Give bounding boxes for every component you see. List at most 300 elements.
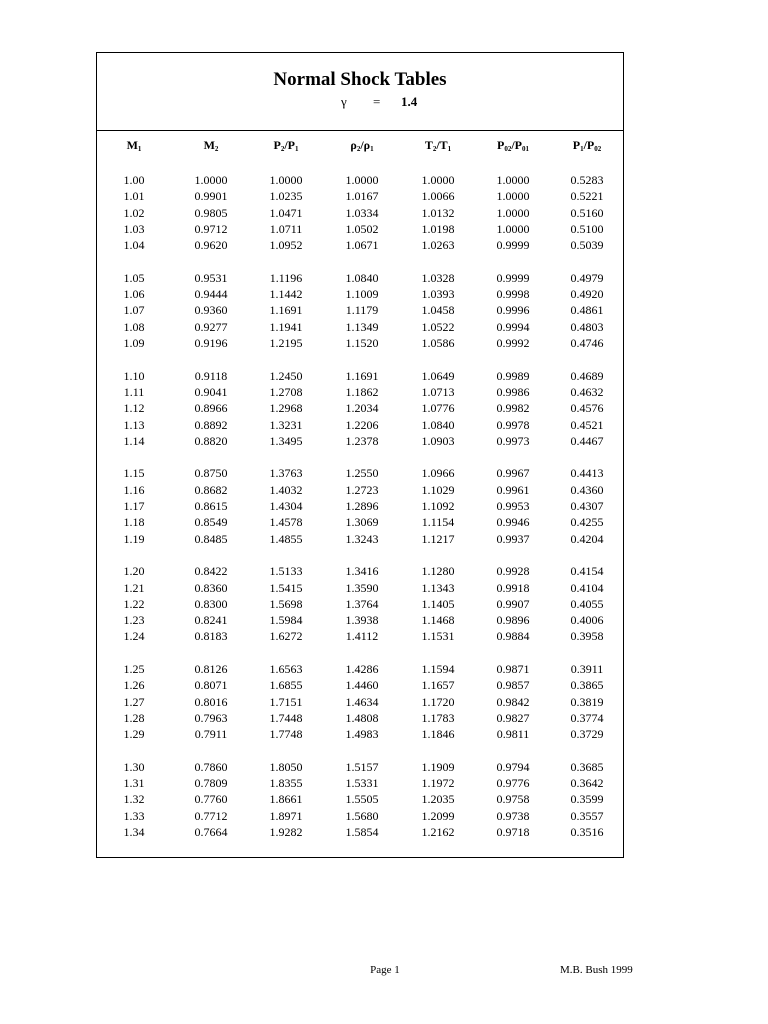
table-cell: 1.32	[123, 792, 145, 807]
table-row	[97, 319, 625, 335]
table-cell: 1.1691	[345, 368, 379, 383]
table-row	[97, 808, 625, 824]
table-cell: 1.1179	[345, 303, 379, 318]
column-header-sub2: 02	[594, 145, 602, 153]
table-cell: 1.0713	[421, 384, 455, 399]
table-cell: 0.8183	[194, 629, 228, 644]
table-cell: 0.9805	[194, 205, 228, 220]
table-cell: 1.0066	[421, 189, 455, 204]
table-row	[97, 482, 625, 498]
table-cell: 1.25	[123, 662, 145, 676]
table-cell: 0.9928	[496, 564, 530, 579]
table-cell: 0.9712	[194, 221, 228, 236]
table-cell: 1.04	[123, 238, 145, 253]
table-cell: 1.0458	[421, 303, 455, 318]
table-cell: 0.8682	[194, 482, 228, 497]
table-cell: 1.0471	[269, 205, 303, 220]
table-cell: 0.9918	[496, 580, 530, 595]
table-cell: 1.4304	[269, 499, 303, 513]
column-header-base: M	[126, 138, 138, 152]
table-cell: 1.3416	[345, 564, 379, 579]
table-cell: 0.9989	[496, 368, 530, 383]
table-cell: 0.9811	[496, 727, 530, 742]
table-cell: 0.5283	[570, 173, 604, 187]
table-cell: 1.10	[123, 368, 145, 383]
table-cell: 1.0502	[345, 221, 379, 236]
table-row	[97, 286, 625, 302]
table-cell: 0.4360	[570, 482, 604, 497]
page-title: Normal Shock Tables	[273, 69, 447, 90]
table-cell: 0.7860	[194, 759, 228, 774]
table-cell: 1.0235	[269, 189, 303, 204]
table-cell: 1.4032	[269, 482, 303, 497]
table-cell: 1.01	[123, 189, 145, 204]
table-row	[97, 368, 625, 384]
table-cell: 0.9360	[194, 303, 228, 318]
table-cell: 0.4979	[570, 270, 604, 285]
table-cell: 0.4104	[570, 580, 604, 595]
table-cell: 0.8300	[194, 596, 228, 611]
table-cell: 0.4920	[570, 287, 604, 302]
table-cell: 1.5984	[269, 613, 303, 628]
table-cell: 0.9999	[496, 238, 530, 253]
table-cell: 0.8071	[194, 678, 228, 693]
table-cell: 0.4204	[570, 531, 604, 546]
table-cell: 1.3231	[269, 417, 303, 432]
column-header-sub: 1	[580, 145, 584, 153]
table-cell: 0.9196	[194, 336, 228, 350]
table-cell: 0.4467	[570, 433, 604, 448]
table-cell: 1.3764	[345, 596, 379, 611]
column-header	[96, 137, 172, 157]
table-row	[97, 188, 625, 204]
table-cell: 1.09	[123, 336, 145, 350]
table-row	[97, 172, 625, 188]
table-cell: 1.2162	[421, 825, 455, 839]
table-cell: 1.0711	[269, 221, 303, 236]
header-divider	[97, 130, 623, 131]
table-cell: 1.27	[123, 694, 145, 709]
table-cell: 0.8549	[194, 515, 228, 530]
table-cell: 0.9992	[496, 336, 530, 350]
table-cell: 1.2034	[345, 401, 379, 416]
table-cell: 1.26	[123, 678, 145, 693]
table-cell: 1.17	[123, 499, 145, 513]
column-header	[400, 137, 476, 157]
table-cell: 0.4006	[570, 613, 604, 628]
table-cell: 1.2550	[345, 466, 379, 481]
table-cell: 1.0671	[345, 238, 379, 253]
table-row	[97, 531, 625, 547]
table-cell: 1.0966	[421, 466, 455, 481]
table-cell: 0.9776	[496, 776, 530, 791]
table-cell: 0.9978	[496, 417, 530, 432]
column-header-sub2: 01	[522, 145, 529, 153]
table-row	[97, 417, 625, 433]
table-cell: 1.0198	[421, 221, 455, 236]
table-row	[97, 612, 625, 628]
table-cell: 1.02	[123, 205, 145, 220]
table-cell: 0.9982	[496, 401, 530, 416]
table-cell: 1.8050	[269, 759, 303, 774]
table-cell: 0.8422	[194, 564, 228, 579]
table-cell: 0.9794	[496, 759, 530, 774]
table-cell: 1.2206	[345, 417, 379, 432]
table-cell: 1.0393	[421, 287, 455, 302]
table-cell: 0.5039	[570, 238, 604, 253]
table-cell: 1.8661	[269, 792, 303, 807]
table-cell: 0.4055	[570, 596, 604, 611]
table-cell: 1.3763	[269, 466, 303, 481]
table-cell: 1.23	[123, 613, 145, 628]
table-cell: 0.3911	[570, 662, 604, 676]
table-row	[97, 237, 625, 253]
table-cell: 0.9953	[496, 499, 530, 513]
table-cell: 1.7448	[269, 710, 303, 725]
table-cell: 1.33	[123, 808, 145, 823]
table-cell: 1.0952	[269, 238, 303, 253]
table-cell: 1.2378	[345, 433, 379, 448]
column-header-sub: 2	[214, 145, 219, 153]
table-cell: 1.13	[123, 417, 145, 432]
table-cell: 0.8360	[194, 580, 228, 595]
table-cell: 1.0000	[269, 173, 303, 187]
table-cell: 1.3495	[269, 433, 303, 448]
table-cell: 1.28	[123, 710, 145, 725]
table-row	[97, 400, 625, 416]
table-cell: 1.1029	[421, 482, 455, 497]
table-cell: 0.7712	[194, 808, 228, 823]
gamma-symbol: γ	[341, 94, 347, 109]
table-cell: 1.5133	[269, 564, 303, 579]
table-cell: 1.30	[123, 759, 145, 774]
table-cell: 0.4861	[570, 303, 604, 318]
table-cell: 1.5698	[269, 596, 303, 611]
table-row	[97, 824, 625, 840]
table-cell: 0.7963	[194, 710, 228, 725]
table-cell: 1.03	[123, 221, 145, 236]
table-cell: 0.7664	[194, 825, 228, 839]
table-cell: 1.6855	[269, 678, 303, 693]
table-cell: 1.5331	[345, 776, 379, 791]
table-cell: 1.06	[123, 287, 145, 302]
table-cell: 1.1783	[421, 710, 455, 725]
table-cell: 1.4578	[269, 515, 303, 530]
table-cell: 0.9620	[194, 238, 228, 253]
table-cell: 0.9901	[194, 189, 228, 204]
table-cell: 1.1217	[421, 531, 455, 546]
table-cell: 1.1531	[421, 629, 455, 644]
table-cell: 0.9907	[496, 596, 530, 611]
table-cell: 0.9946	[496, 515, 530, 530]
table-cell: 0.3958	[570, 629, 604, 644]
table-cell: 1.3938	[345, 613, 379, 628]
table-cell: 1.0000	[496, 173, 530, 187]
column-header-sub: 2	[432, 145, 437, 153]
table-cell: 1.0167	[345, 189, 379, 204]
table-cell: 0.8615	[194, 499, 228, 513]
table-cell: 1.2896	[345, 499, 379, 513]
table-row	[97, 661, 625, 677]
table-cell: 1.29	[123, 727, 145, 742]
table-cell: 1.1280	[421, 564, 455, 579]
column-header	[549, 137, 625, 157]
table-cell: 0.8126	[194, 662, 228, 676]
table-cell: 0.3865	[570, 678, 604, 693]
table-cell: 1.1846	[421, 727, 455, 742]
column-header-base: M	[203, 138, 215, 152]
table-cell: 1.05	[123, 270, 145, 285]
table-row	[97, 759, 625, 775]
table-cell: 1.08	[123, 319, 145, 334]
column-header-tail: /P	[284, 138, 295, 152]
table-cell: 0.9998	[496, 287, 530, 302]
table-cell: 1.2195	[269, 336, 303, 350]
table-row	[97, 514, 625, 530]
table-cell: 1.0522	[421, 319, 455, 334]
table-cell: 0.9973	[496, 433, 530, 448]
table-cell: 1.8971	[269, 808, 303, 823]
column-header-base: ρ	[350, 138, 357, 152]
column-header-sub2: 1	[447, 145, 452, 153]
table-cell: 1.2723	[345, 482, 379, 497]
table-row	[97, 694, 625, 710]
column-header-tail: /P	[583, 138, 595, 152]
table-row	[97, 580, 625, 596]
table-cell: 0.5160	[570, 205, 604, 220]
table-cell: 0.9041	[194, 384, 228, 399]
table-cell: 1.1442	[269, 287, 303, 302]
table-cell: 1.0776	[421, 401, 455, 416]
table-row	[97, 302, 625, 318]
column-header-sub: 2	[280, 145, 285, 153]
table-row	[97, 775, 625, 791]
table-cell: 1.0586	[421, 336, 455, 350]
table-row	[97, 628, 625, 644]
table-cell: 1.2968	[269, 401, 303, 416]
table-cell: 1.9282	[269, 825, 303, 839]
column-header-tail: /T	[436, 138, 448, 152]
table-frame	[96, 52, 624, 858]
table-cell: 0.8820	[194, 433, 228, 448]
table-row	[97, 498, 625, 514]
table-cell: 0.9758	[496, 792, 530, 807]
table-cell: 1.12	[123, 401, 145, 416]
table-cell: 1.0000	[496, 189, 530, 204]
gamma-equals: =	[373, 94, 381, 109]
table-cell: 1.4286	[345, 662, 379, 676]
table-cell: 0.9986	[496, 384, 530, 399]
table-cell: 0.3516	[570, 825, 604, 839]
table-cell: 0.7911	[194, 727, 228, 742]
table-cell: 1.21	[123, 580, 145, 595]
table-cell: 0.3685	[570, 759, 604, 774]
table-row	[97, 384, 625, 400]
table-cell: 1.1343	[421, 580, 455, 595]
table-cell: 1.4855	[269, 531, 303, 546]
table-cell: 1.1092	[421, 499, 455, 513]
table-row	[97, 465, 625, 481]
table-cell: 1.1972	[421, 776, 455, 791]
table-cell: 1.3243	[345, 531, 379, 546]
table-cell: 1.0000	[421, 173, 455, 187]
table-cell: 1.2450	[269, 368, 303, 383]
table-cell: 0.3819	[570, 694, 604, 709]
table-cell: 0.9996	[496, 303, 530, 318]
table-cell: 1.07	[123, 303, 145, 318]
table-cell: 0.4576	[570, 401, 604, 416]
column-header-base: P	[273, 138, 281, 152]
table-row	[97, 205, 625, 221]
table-cell: 0.9531	[194, 270, 228, 285]
table-cell: 0.5221	[570, 189, 604, 204]
table-cell: 0.9842	[496, 694, 530, 709]
table-cell: 1.18	[123, 515, 145, 530]
table-cell: 0.8966	[194, 401, 228, 416]
table-cell: 1.1657	[421, 678, 455, 693]
table-cell: 1.2099	[421, 808, 455, 823]
gamma-value: 1.4	[401, 94, 418, 109]
column-header-tail: /ρ	[360, 138, 371, 152]
table-cell: 1.22	[123, 596, 145, 611]
table-cell: 1.1349	[345, 319, 379, 334]
table-cell: 0.4413	[570, 466, 604, 481]
table-cell: 1.14	[123, 433, 145, 448]
table-cell: 0.9857	[496, 678, 530, 693]
table-cell: 0.9967	[496, 466, 530, 481]
table-cell: 1.6272	[269, 629, 303, 644]
table-cell: 0.4689	[570, 368, 604, 383]
table-cell: 1.3069	[345, 515, 379, 530]
table-cell: 0.9738	[496, 808, 530, 823]
table-cell: 1.5854	[345, 825, 379, 839]
column-header-sub2: 1	[370, 145, 374, 153]
table-cell: 0.8016	[194, 694, 228, 709]
table-cell: 1.1720	[421, 694, 455, 709]
column-header-base: T	[424, 138, 433, 152]
table-cell: 1.0334	[345, 205, 379, 220]
table-cell: 1.0132	[421, 205, 455, 220]
table-cell: 1.0263	[421, 238, 455, 253]
table-cell: 1.5415	[269, 580, 303, 595]
table-cell: 0.4803	[570, 319, 604, 334]
column-header-sub: 2	[356, 145, 361, 153]
table-cell: 0.4632	[570, 384, 604, 399]
table-cell: 0.9896	[496, 613, 530, 628]
table-cell: 1.16	[123, 482, 145, 497]
table-cell: 0.4255	[570, 515, 604, 530]
table-cell: 1.20	[123, 564, 145, 579]
column-header-tail: /P	[511, 138, 522, 152]
table-cell: 1.2035	[421, 792, 455, 807]
table-cell: 0.9884	[496, 629, 530, 644]
table-row	[97, 791, 625, 807]
column-header-row	[97, 137, 625, 153]
table-row	[97, 270, 625, 286]
column-header-sub: 02	[504, 145, 512, 153]
table-cell: 0.9277	[194, 319, 228, 334]
table-cell: 0.3774	[570, 710, 604, 725]
table-row	[97, 710, 625, 726]
table-cell: 0.3642	[570, 776, 604, 791]
table-cell: 1.0000	[194, 173, 228, 187]
table-cell: 0.3557	[570, 808, 604, 823]
table-cell: 0.9718	[496, 825, 530, 839]
table-cell: 1.00	[123, 173, 145, 187]
table-cell: 1.1154	[421, 515, 455, 530]
table-cell: 0.4521	[570, 417, 604, 432]
table-cell: 0.4307	[570, 499, 604, 513]
table-cell: 1.11	[123, 384, 145, 399]
table-cell: 1.34	[123, 825, 145, 839]
table-cell: 1.8355	[269, 776, 303, 791]
table-cell: 0.4746	[570, 336, 604, 350]
table-cell: 1.4983	[345, 727, 379, 742]
column-header	[248, 137, 324, 157]
table-cell: 0.9937	[496, 531, 530, 546]
table-cell: 1.24	[123, 629, 145, 644]
table-cell: 1.2708	[269, 384, 303, 399]
table-cell: 0.9444	[194, 287, 228, 302]
table-cell: 0.3599	[570, 792, 604, 807]
table-cell: 1.31	[123, 776, 145, 791]
table-row	[97, 221, 625, 237]
table-cell: 1.7151	[269, 694, 303, 709]
table-cell: 1.4808	[345, 710, 379, 725]
table-cell: 1.1594	[421, 662, 455, 676]
table-cell: 1.1941	[269, 319, 303, 334]
table-cell: 1.4634	[345, 694, 379, 709]
table-cell: 1.1468	[421, 613, 455, 628]
table-cell: 1.0840	[421, 417, 455, 432]
table-cell: 1.4460	[345, 678, 379, 693]
table-row	[97, 726, 625, 742]
table-cell: 1.5157	[345, 759, 379, 774]
page-number: Page 1	[370, 964, 400, 976]
table-cell: 1.0649	[421, 368, 455, 383]
table-cell: 0.4154	[570, 564, 604, 579]
table-cell: 1.1520	[345, 336, 379, 350]
table-cell: 0.9827	[496, 710, 530, 725]
table-cell: 0.9999	[496, 270, 530, 285]
table-cell: 0.7809	[194, 776, 228, 791]
table-row	[97, 677, 625, 693]
table-cell: 0.3729	[570, 727, 604, 742]
table-cell: 1.0000	[496, 205, 530, 220]
column-header	[475, 137, 551, 157]
table-cell: 0.9118	[194, 368, 228, 383]
table-cell: 1.7748	[269, 727, 303, 742]
table-cell: 0.8750	[194, 466, 228, 481]
table-cell: 0.9961	[496, 482, 530, 497]
table-cell: 1.1196	[269, 270, 303, 285]
author-credit: M.B. Bush 1999	[560, 964, 633, 976]
table-cell: 1.5680	[345, 808, 379, 823]
gamma-line	[341, 94, 441, 110]
table-cell: 0.9994	[496, 319, 530, 334]
table-cell: 1.1862	[345, 384, 379, 399]
table-cell: 1.1009	[345, 287, 379, 302]
table-cell: 1.5505	[345, 792, 379, 807]
table-cell: 1.1909	[421, 759, 455, 774]
table-cell: 1.6563	[269, 662, 303, 676]
table-cell: 0.9871	[496, 662, 530, 676]
table-cell: 1.0903	[421, 433, 455, 448]
table-cell: 1.19	[123, 531, 145, 546]
table-cell: 0.8485	[194, 531, 228, 546]
table-cell: 1.1405	[421, 596, 455, 611]
column-header-base: P	[572, 138, 581, 152]
